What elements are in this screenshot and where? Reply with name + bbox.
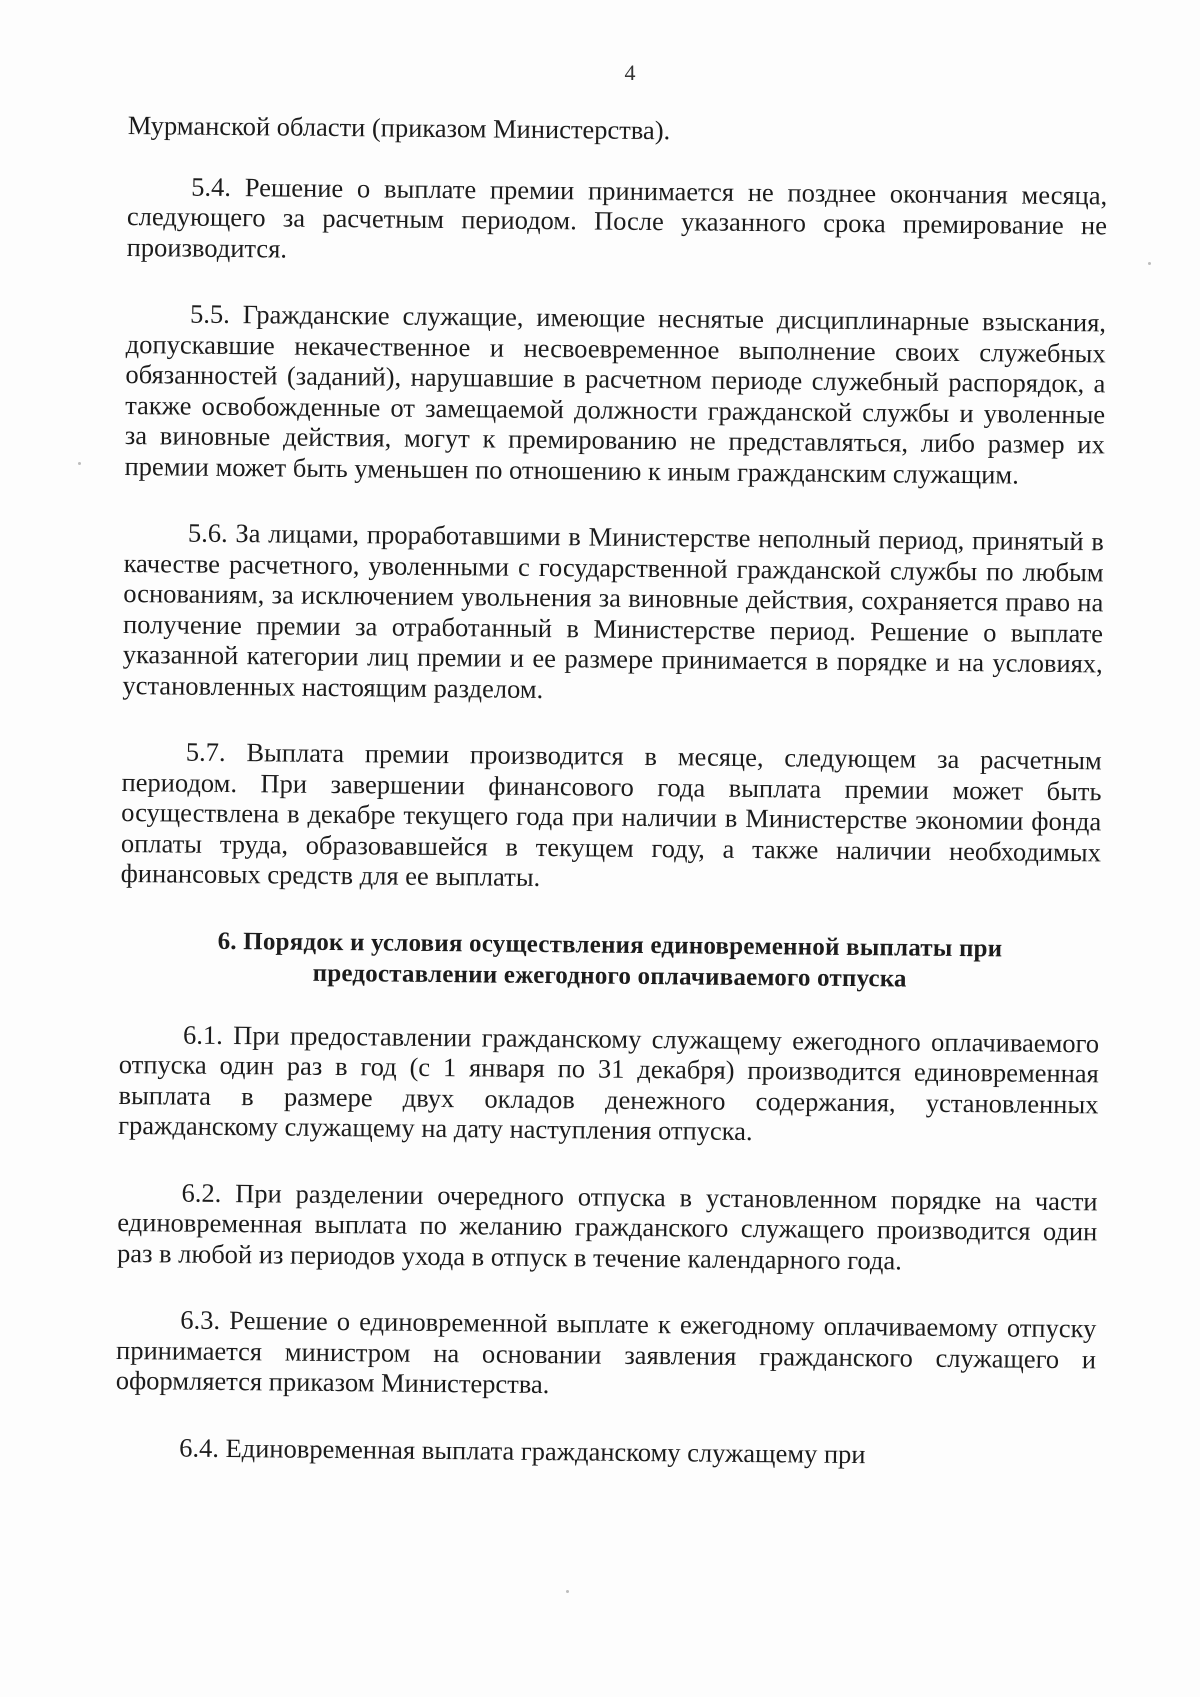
paragraph-5-6: 5.6. За лицами, проработавшими в Министерстве неполный период, принятый в качестве расчетного, уволенными с государственной гражданской службы по любым основаниям, за исключением увольнения за виновные действия, сохраняется право на получение премии за отработанный в Министерстве период. Решение о выплате указанной категории лиц премии и ее размере принимается в порядке и на условиях, установленных настоящим разделом. [122, 517, 1105, 704]
paragraph-5-5: 5.5. Гражданские служащие, имеющие неснятые дисциплинарные взыскания, допускавшие некачественное и несвоевременное выполнение своих служебных обязанностей (заданий), нарушавшие в расчетном периоде служебный распорядок, а также освобожденные от замещаемой должности гражданской службы и уволенные за виновные действия, могут к премированию не представляться, либо размер их премии может быть уменьшен по отношению к иным гражданским служащим. [124, 298, 1107, 490]
section-6-heading [120, 924, 1101, 995]
scan-speck [566, 1590, 569, 1593]
paragraph-6-2: 6.2. При разделении очередного отпуска в установленном порядке на части единовременная выплата по желанию гражданского служащего производится один раз в любой из периодов ухода в отпуск в течение календарного года. [116, 1177, 1098, 1275]
scan-speck [78, 462, 81, 465]
paragraph-continuation: Мурманской области (приказом Министерства). [127, 110, 671, 146]
document-body [115, 110, 1108, 1471]
section-heading-line-2: предоставлении ежегодного оплачиваемого отпуска [312, 959, 907, 993]
paragraph-5-7: 5.7. Выплата премии производится в месяце, следующем за расчетным периодом. При завершении финансового года выплата премии может быть осуществлена в декабре текущего года при наличии в Министерстве экономии фонда оплаты труда, образовавшейся в текущем году, а также наличии необходимых финансовых средств для ее выплаты. [120, 736, 1102, 892]
scan-speck [1148, 262, 1151, 265]
paragraph-6-3: 6.3. Решение о единовременной выплате к ежегодному оплачиваемому отпуску принимается министром на основании заявления гражданского служащего и оформляется приказом Министерства. [115, 1304, 1097, 1400]
paragraph-5-4: 5.4. Решение о выплате премии принимается не позднее окончания месяца, следующего за расчетным периодом. После указанного срока премирование не производится. [126, 171, 1108, 264]
paragraph-6-4: 6.4. Единовременная выплата гражданскому служащему при [179, 1432, 866, 1469]
paragraph-6-1: 6.1. При предоставлении гражданскому служащему ежегодного оплачиваемого отпуска один раз в год (с 1 января по 31 декабря) производится единовременная выплата в размере двух окладов денежного содержания, установленных гражданскому служащему на дату наступления отпуска. [118, 1019, 1100, 1147]
page-number: 4 [624, 60, 636, 85]
section-heading-line-1: 6. Порядок и условия осуществления единовременной выплаты при [217, 927, 1003, 962]
